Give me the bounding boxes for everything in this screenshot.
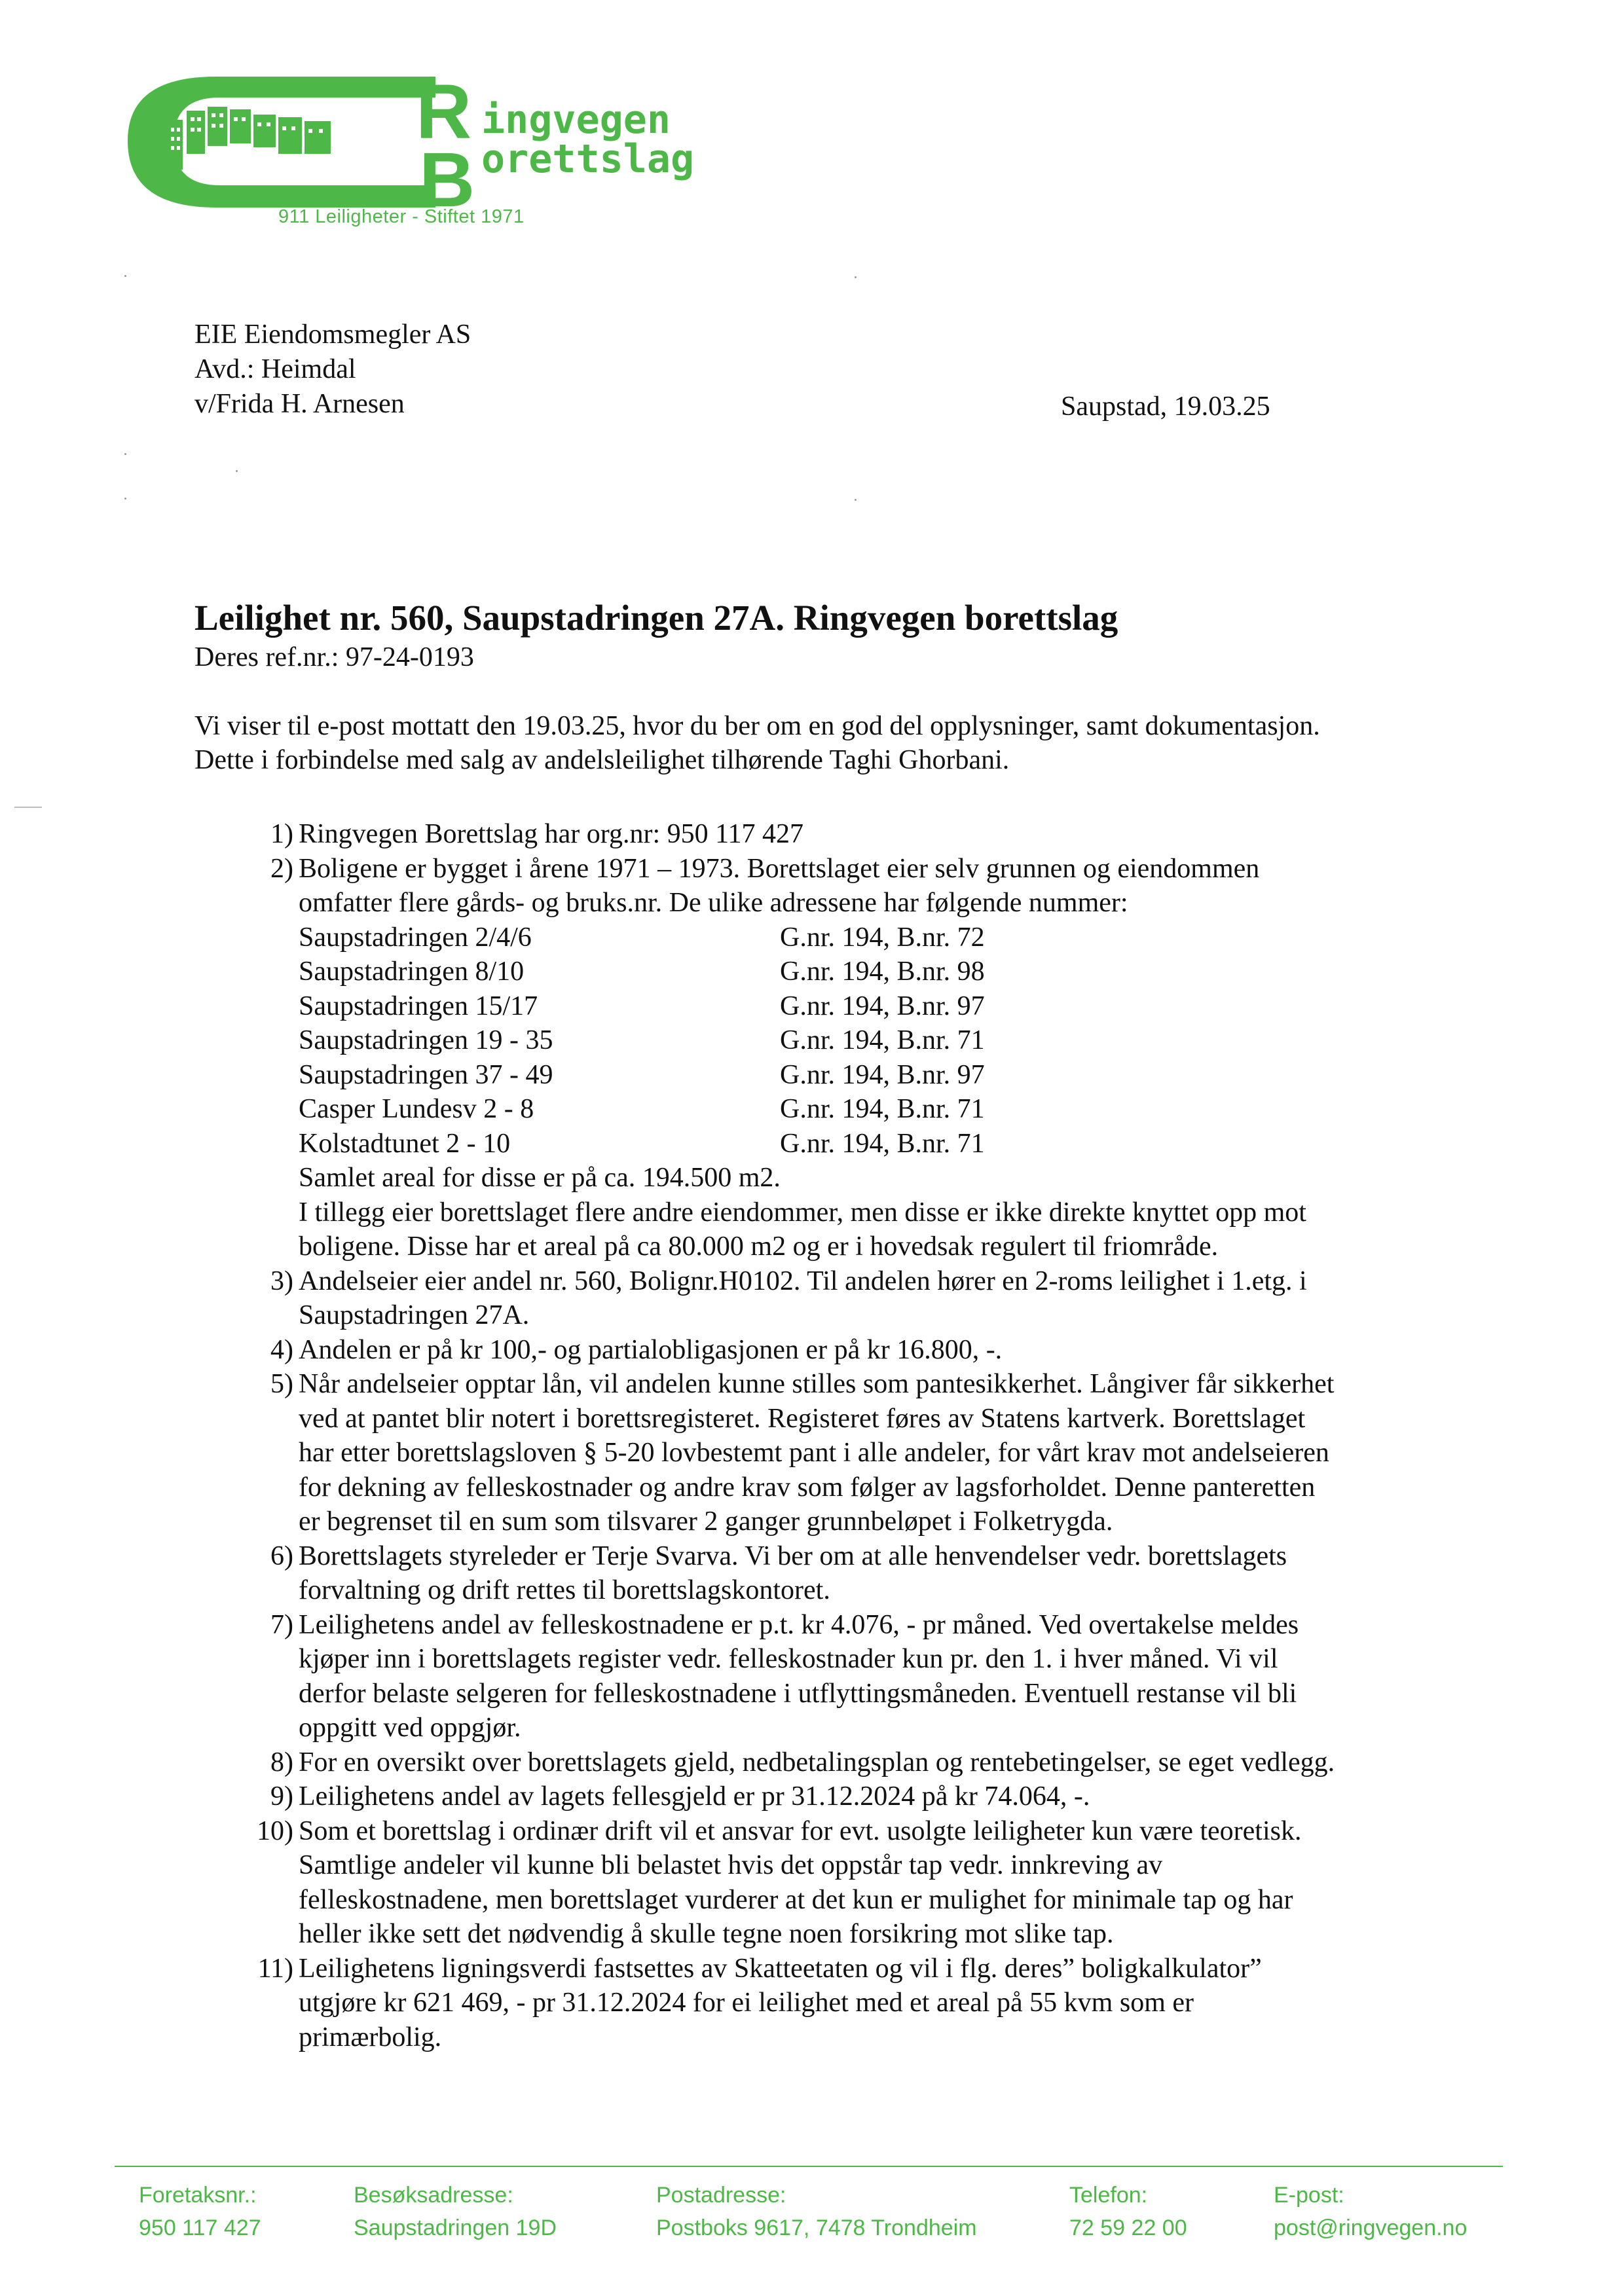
recipient-contact: v/Frida H. Arnesen	[194, 389, 405, 419]
recipient-address	[194, 318, 471, 422]
list-line: Boligene er bygget i årene 1971 – 1973. Borettslaget eier selv grunnen og eiendommen	[299, 853, 1260, 884]
list-line: Som et borettslag i ordinær drift vil et ansvar for evt. usolgte leiligheter kun være teoretisk.	[299, 1815, 1302, 1846]
letter-heading: Leilighet nr. 560, Saupstadringen 27A. Ringvegen borettslag	[194, 598, 1118, 638]
logo-word-borettslag: orettslag	[481, 136, 695, 182]
list-line: utgjøre kr 621 469, - pr 31.12.2024 for ei leilighet med et areal på 55 kvm som er	[299, 1988, 1194, 2018]
property-table	[299, 920, 1480, 1161]
footer-value: Postboks 9617, 7478 Trondheim	[656, 2215, 977, 2240]
list-line: ved at pantet blir notert i borettsregisteret. Registeret føres av Statens kartverk. Borettslaget	[299, 1403, 1306, 1434]
list-line: I tillegg eier borettslaget flere andre eiendommer, men disse er ikke direkte knyttet opp mot	[299, 1197, 1306, 1228]
margin-mark	[14, 807, 42, 808]
list-item-10	[236, 1814, 1480, 1952]
list-line: har etter borettslagsloven § 5-20 lovbestemt pant i alle andeler, for vårt krav mot andelseieren	[299, 1438, 1329, 1468]
property-address: Kolstadtunet 2 - 10	[299, 1128, 511, 1159]
list-line: Andelseier eier andel nr. 560, Bolignr.H0102. Til andelen hører en 2-roms leilighet i 1.etg. i	[299, 1266, 1307, 1296]
property-row	[299, 955, 1480, 989]
property-address: Saupstadringen 8/10	[299, 957, 525, 987]
logo-word-ringvegen: ingvegen	[481, 97, 671, 143]
list-line: felleskostnadene, men borettslaget vurderer at det kun er mulighet for minimale tap og har	[299, 1884, 1293, 1915]
list-number: 3)	[270, 1266, 293, 1296]
list-line: primærbolig.	[299, 2022, 442, 2052]
list-line: Andelen er på kr 100,- og partialobligasjonen er på kr 16.800, -.	[299, 1334, 1003, 1365]
property-gnr: G.nr. 194, B.nr. 72	[780, 922, 985, 953]
property-row	[299, 1092, 1480, 1127]
footer-label: E-post:	[1274, 2183, 1344, 2208]
footer-email	[1274, 2179, 1467, 2244]
property-gnr: G.nr. 194, B.nr. 71	[780, 1128, 985, 1159]
property-row	[299, 1127, 1480, 1161]
list-number: 10)	[257, 1815, 293, 1846]
property-gnr: G.nr. 194, B.nr. 97	[780, 1059, 985, 1090]
list-item-8	[236, 1745, 1480, 1780]
list-line: for dekning av felleskostnader og andre krav som følger av lagsforholdet. Denne panteretten	[299, 1472, 1316, 1503]
scan-speck	[124, 453, 126, 455]
property-row	[299, 989, 1480, 1024]
list-number: 8)	[270, 1747, 293, 1777]
info-list	[236, 817, 1480, 2054]
property-address: Saupstadringen 2/4/6	[299, 922, 532, 953]
footer-phone	[1069, 2179, 1187, 2244]
property-address: Saupstadringen 37 - 49	[299, 1059, 553, 1090]
recipient-department: Avd.: Heimdal	[194, 354, 356, 384]
list-number: 7)	[270, 1609, 293, 1640]
list-item-9	[236, 1779, 1480, 1814]
property-row	[299, 1023, 1480, 1058]
property-gnr: G.nr. 194, B.nr. 71	[780, 1094, 985, 1124]
scan-speck	[855, 499, 857, 501]
list-line: Når andelseier opptar lån, vil andelen kunne stilles som pantesikkerhet. Långiver får sikkerhet	[299, 1369, 1335, 1399]
list-item-5	[236, 1367, 1480, 1539]
property-gnr: G.nr. 194, B.nr. 98	[780, 957, 985, 987]
property-address: Saupstadringen 19 - 35	[299, 1025, 553, 1055]
list-item-4	[236, 1333, 1480, 1368]
list-line: For en oversikt over borettslagets gjeld, nedbetalingsplan og rentebetingelser, se eget vedlegg.	[299, 1747, 1335, 1777]
recipient-company: EIE Eiendomsmegler AS	[194, 319, 471, 350]
list-item-2	[236, 852, 1480, 1264]
footer-value: 72 59 22 00	[1069, 2215, 1187, 2240]
list-number: 6)	[270, 1540, 293, 1571]
list-number: 9)	[270, 1781, 293, 1812]
list-item-7	[236, 1608, 1480, 1745]
list-line: oppgitt ved oppgjør.	[299, 1713, 521, 1743]
list-item-1	[236, 817, 1480, 852]
list-number: 4)	[270, 1334, 293, 1365]
list-number: 1)	[270, 819, 293, 849]
footer-value: 950 117 427	[139, 2215, 261, 2240]
logo-letter-b: B	[419, 137, 475, 223]
list-line: Borettslagets styreleder er Terje Svarva. Vi ber om at alle henvendelser vedr. borettslagets	[299, 1540, 1287, 1571]
property-gnr: G.nr. 194, B.nr. 97	[780, 991, 985, 1021]
list-line: derfor belaste selgeren for felleskostnadene i utflyttingsmåneden. Eventuell restanse vil bli	[299, 1678, 1297, 1709]
scan-speck	[236, 470, 238, 472]
list-line: Leilighetens ligningsverdi fastsettes av Skatteetaten og vil i flg. deres” boligkalkulator”	[299, 1953, 1262, 1984]
scan-speck	[855, 276, 857, 278]
property-address: Saupstadringen 15/17	[299, 991, 538, 1021]
footer-value: Saupstadringen 19D	[354, 2215, 557, 2240]
list-line: kjøper inn i borettslagets register vedr. felleskostnader kun pr. den 1. i hver måned. Vi vil	[299, 1644, 1278, 1674]
footer-postal-address	[656, 2179, 977, 2244]
property-row	[299, 920, 1480, 955]
footer-org-number	[139, 2179, 261, 2244]
list-line: Saupstadringen 27A.	[299, 1300, 530, 1330]
logo-letter-r: R	[416, 69, 472, 155]
property-address: Casper Lundesv 2 - 8	[299, 1094, 534, 1124]
footer-value: post@ringvegen.no	[1274, 2215, 1467, 2240]
list-item-11	[236, 1952, 1480, 2055]
list-line: Samtlige andeler vil kunne bli belastet hvis det oppstår tap vedr. innkreving av	[299, 1850, 1163, 1880]
list-number: 11)	[257, 1953, 293, 1984]
list-item-3	[236, 1264, 1480, 1333]
list-line: Samlet areal for disse er på ca. 194.500 m2.	[299, 1163, 781, 1193]
scan-speck	[124, 498, 126, 500]
footer-label: Postadresse:	[656, 2183, 786, 2208]
footer-divider	[115, 2166, 1503, 2167]
list-item-6	[236, 1539, 1480, 1608]
list-line: heller ikke sett det nødvendig å skulle tegne noen forsikring mot slike tap.	[299, 1919, 1114, 1949]
property-row	[299, 1058, 1480, 1093]
list-line: boligene. Disse har et areal på ca 80.000 m2 og er i hovedsak regulert til friområde.	[299, 1231, 1219, 1262]
footer-label: Besøksadresse:	[354, 2183, 513, 2208]
intro-paragraph	[194, 709, 1320, 777]
property-gnr: G.nr. 194, B.nr. 71	[780, 1025, 985, 1055]
list-line: Leilighetens andel av lagets fellesgjeld er pr 31.12.2024 på kr 74.064, -.	[299, 1781, 1090, 1812]
letter-date: Saupstad, 19.03.25	[1061, 392, 1270, 422]
list-line: Ringvegen Borettslag har org.nr: 950 117 427	[299, 819, 804, 849]
scan-speck	[124, 275, 126, 277]
list-number: 2)	[270, 853, 293, 884]
list-line: omfatter flere gårds- og bruks.nr. De ulike adressene har følgende nummer:	[299, 888, 1128, 918]
footer-label: Telefon:	[1069, 2183, 1148, 2208]
intro-line: Vi viser til e-post mottatt den 19.03.25, hvor du ber om en god del opplysninger, samt dokumentasjon.	[194, 711, 1320, 741]
reference-number: Deres ref.nr.: 97-24-0193	[194, 642, 474, 672]
letterhead-tagline: 911 Leiligheter - Stiftet 1971	[278, 206, 525, 227]
list-line: Leilighetens andel av felleskostnadene er p.t. kr 4.076, - pr måned. Ved overtakelse meldes	[299, 1609, 1299, 1640]
list-line: er begrenset til en sum som tilsvarer 2 ganger grunnbeløpet i Folketrygda.	[299, 1506, 1113, 1537]
list-line: forvaltning og drift rettes til borettslagskontoret.	[299, 1575, 830, 1605]
list-number: 5)	[270, 1369, 293, 1399]
footer-visit-address	[354, 2179, 557, 2244]
footer-label: Foretaksnr.:	[139, 2183, 257, 2208]
intro-line: Dette i forbindelse med salg av andelsleilighet tilhørende Taghi Ghorbani.	[194, 745, 1010, 775]
